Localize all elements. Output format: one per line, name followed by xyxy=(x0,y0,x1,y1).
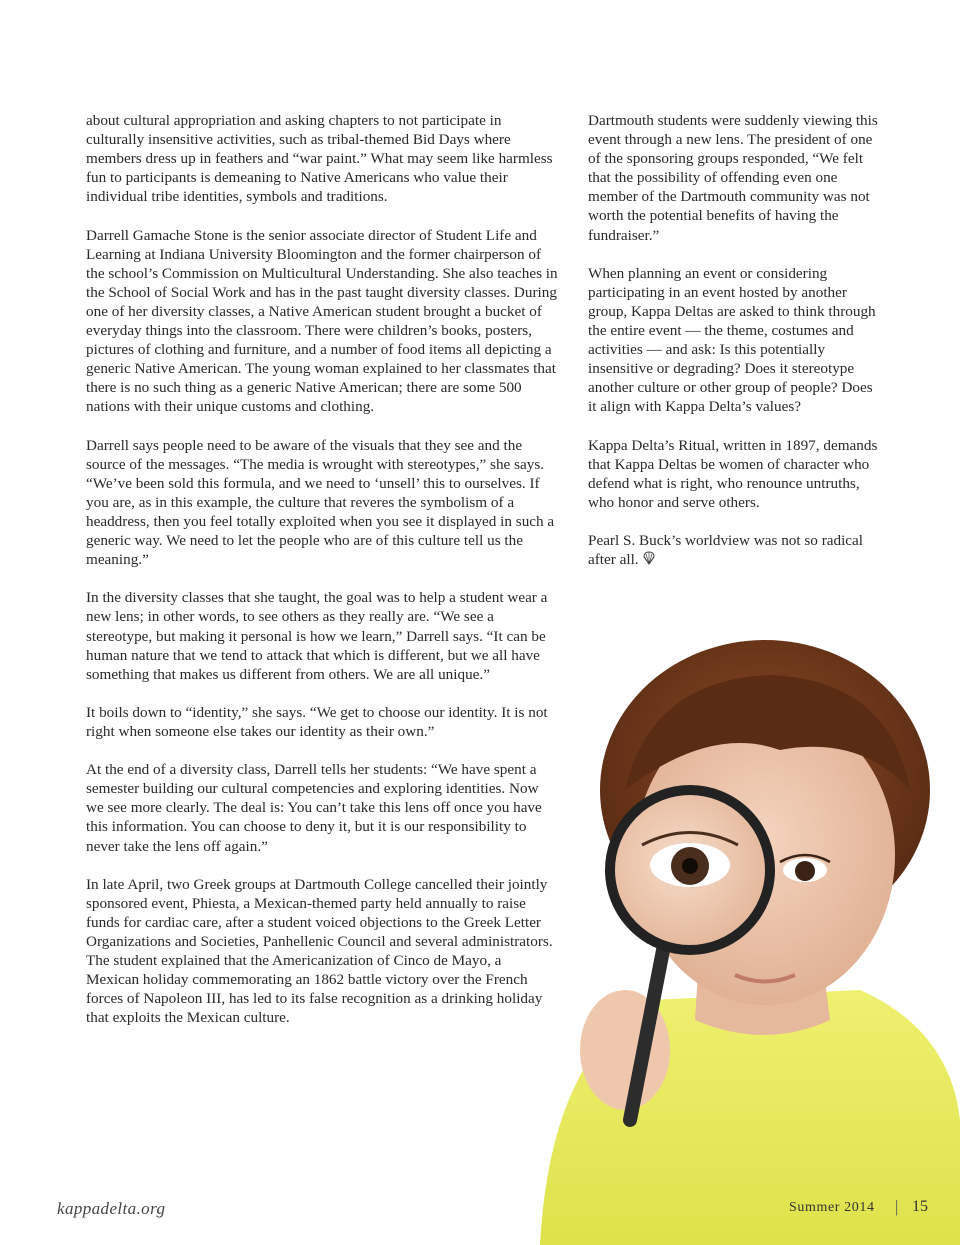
footer-separator: | xyxy=(895,1197,899,1216)
paragraph-3: Darrell says people need to be aware of the visuals that they see and the source of the messages. “The media is wrought with stereotypes,” she says. “We’ve been sold this formula, and we need to ‘unsell’ this to ourselves. If you are, as in this example, the culture that reveres the symbolism of a headdress, then you feel totally exploited when you see it displayed in such a generic way. We need to let the people who are of this culture tell us the meaning.” xyxy=(86,436,555,569)
closing-text: Pearl S. Buck’s worldview was not so radical after all. xyxy=(588,532,864,569)
paragraph-2: Darrell Gamache Stone is the senior associate director of Student Life and Learning at Indiana University Bloomington and the former chairperson of the school’s Commission on Multicultural Understanding. She also teaches in the School of Social Work and has in the past taught diversity classes. During one of her diversity classes, a Native American student brought a bucket of everyday things into the classroom. There were children’s books, posters, pictures of clothing and furniture, and a number of food items all depicting a generic Native American. The young woman explained to her classmates that there is no such thing as a generic Native American; there are some 500 nations with their unique customs and clothing. xyxy=(86,226,558,416)
girl-magnifying-glass-photo xyxy=(530,640,960,1245)
page-number: 15 xyxy=(912,1198,928,1215)
left-column xyxy=(86,111,558,1047)
paragraph-9: When planning an event or considering participating in an event hosted by another group, Kappa Deltas are asked to think through the entire event — the theme, costumes and activities — and ask: Is this potentially insensitive or degrading? Does it stereotype another culture or other group of people? Does it align with Kappa Delta’s values? xyxy=(588,264,876,416)
paragraph-5: It boils down to “identity,” she says. “We get to choose our identity. It is not right when someone else takes our identity as their own.” xyxy=(86,703,548,740)
footer-website: kappadelta.org xyxy=(57,1199,166,1218)
photo-illustration xyxy=(530,640,960,1245)
paragraph-1: about cultural appropriation and asking chapters to not participate in culturally insensitive activities, such as tribal-themed Bid Days where members dress up in feathers and “war paint.” What may seem like harmless fun to participants is demeaning to Native Americans who value their individual tribe identities, symbols and traditions. xyxy=(86,112,553,206)
paragraph-7: In late April, two Greek groups at Dartmouth College cancelled their jointly sponsored event, Phiesta, a Mexican-themed party held annually to raise funds for cardiac care, after a student voiced objections to the Greek Letter Organizations and Societies, Panhellenic Council and several administrators. The student explained that the Americanization of Cinco de Mayo, a Mexican holiday commemorating an 1862 battle victory over the French forces of Napoleon III, has led to its false recognition as a drinking holiday that exploits the Mexican culture. xyxy=(86,875,553,1027)
footer-issue-date: Summer 2014 xyxy=(789,1200,875,1215)
paragraph-10: Kappa Delta’s Ritual, written in 1897, demands that Kappa Deltas be women of character who defend what is right, who renounce untruths, who honor and serve others. xyxy=(588,436,878,511)
paragraph-8: Dartmouth students were suddenly viewing this event through a new lens. The president of one of the sponsoring groups responded, “We felt that the possibility of offending even one member of the Dartmouth community was not worth the potential benefits of having the fundraiser.” xyxy=(588,112,878,244)
shell-endmark-icon xyxy=(642,551,656,565)
paragraph-4: In the diversity classes that she taught, the goal was to help a student wear a new lens; in other words, to see others as they really are. “We see a stereotype, but making it personal is how we learn,” Darrell says. “It can be human nature that we tend to attack that which is different, but we all have something that makes us different from others. We are all unique.” xyxy=(86,589,548,683)
paragraph-6: At the end of a diversity class, Darrell tells her students: “We have spent a semester building our cultural competencies and exploring identities. Now we see more clearly. The deal is: You can’t take this lens off once you have this information. You can choose to deny it, but it is our responsibility to never take the lens off again.” xyxy=(86,761,542,855)
right-column xyxy=(588,111,878,588)
closing-paragraph xyxy=(588,531,878,569)
